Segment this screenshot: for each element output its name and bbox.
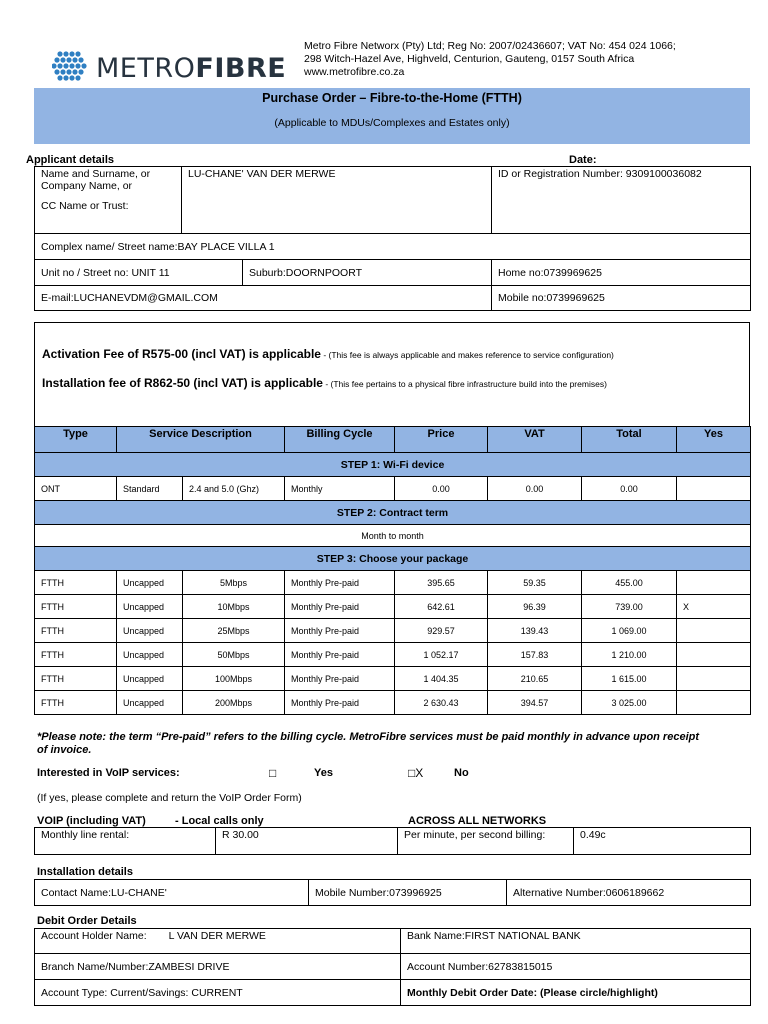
line-rental-value: R 30.00 <box>216 828 398 855</box>
installation-heading: Installation details <box>37 866 133 878</box>
per-minute-value: 0.49c <box>574 828 751 855</box>
metrofibre-logo <box>52 48 286 88</box>
logo-wordmark: METROFIBRE <box>96 52 287 84</box>
voip-yes-label: Yes <box>314 767 333 779</box>
table-row: FTTH Uncapped 50Mbps Monthly Pre-paid 1 052.17 157.83 1 210.00 <box>35 643 751 667</box>
per-minute-label: Per minute, per second billing: <box>398 828 574 855</box>
branch-cell[interactable]: Branch Name/Number:ZAMBESI DRIVE <box>35 954 401 980</box>
contact-name-cell[interactable]: Contact Name:LU-CHANE' <box>35 880 309 906</box>
name-value-cell[interactable]: LU-CHANE' VAN DER MERWE <box>182 167 492 234</box>
table-row: ONT Standard 2.4 and 5.0 (Ghz) Monthly 0.00 0.00 0.00 <box>35 477 751 501</box>
form-subtitle: (Applicable to MDUs/Complexes and Estates only) <box>274 117 510 129</box>
debit-order-heading: Debit Order Details <box>37 915 137 927</box>
services-table <box>34 426 751 715</box>
unit-number-cell[interactable]: Unit no / Street no: UNIT 11 <box>35 260 243 286</box>
account-number-cell[interactable]: Account Number:62783815015 <box>401 954 751 980</box>
yes-checkbox-cell[interactable] <box>677 619 751 643</box>
activation-fee: Activation Fee of R575-00 (incl VAT) is applicable - (This fee is always applicable and makes reference to service configuration) <box>42 347 614 361</box>
company-info <box>304 40 676 79</box>
yes-checkbox-cell[interactable] <box>677 571 751 595</box>
col-type: Type <box>35 427 117 453</box>
voip-no-label: No <box>454 767 469 779</box>
company-line-2: 298 Witch-Hazel Ave, Highveld, Centurion, Gauteng, 0157 South Africa <box>304 53 635 65</box>
voip-no-checkbox[interactable]: □X <box>408 766 424 780</box>
bank-name-cell[interactable]: Bank Name:FIRST NATIONAL BANK <box>401 929 751 954</box>
voip-interest-label: Interested in VoIP services: <box>37 767 180 779</box>
col-vat: VAT <box>488 427 582 453</box>
voip-local-label: - Local calls only <box>175 815 264 827</box>
step-3-heading: STEP 3: Choose your package <box>35 547 751 571</box>
account-type-cell[interactable]: Account Type: Current/Savings: CURRENT <box>35 980 401 1006</box>
install-mobile-cell[interactable]: Mobile Number:073996925 <box>309 880 507 906</box>
col-service-description: Service Description <box>117 427 285 453</box>
title-banner <box>34 88 750 144</box>
applicant-details-heading: Applicant details <box>26 154 115 166</box>
step-2-heading: STEP 2: Contract term <box>35 501 751 525</box>
yes-checkbox-cell[interactable] <box>677 691 751 715</box>
col-price: Price <box>395 427 488 453</box>
company-line-1: Metro Fibre Networx (Pty) Ltd; Reg No: 2007/02436607; VAT No: 454 024 1066; <box>304 40 676 52</box>
contract-term-value: Month to month <box>35 525 751 547</box>
col-total: Total <box>582 427 677 453</box>
yes-checkbox-cell[interactable] <box>677 477 751 501</box>
yes-checkbox-cell[interactable] <box>677 643 751 667</box>
prepaid-note: *Please note: the term “Pre-paid” refers to the billing cycle. MetroFibre services must be paid monthly in advance upon receipt of invoice. <box>37 731 700 756</box>
voip-title: VOIP (including VAT) <box>37 815 146 827</box>
account-holder-cell[interactable]: Account Holder Name: L VAN DER MERWE <box>35 929 401 954</box>
installation-fee: Installation fee of R862-50 (incl VAT) is applicable - (This fee pertains to a physical fibre infrastructure build into the premises) <box>42 376 607 390</box>
applicant-table <box>34 166 751 311</box>
table-row: FTTH Uncapped 200Mbps Monthly Pre-paid 2 630.43 394.57 3 025.00 <box>35 691 751 715</box>
table-row: FTTH Uncapped 5Mbps Monthly Pre-paid 395.65 59.35 455.00 <box>35 571 751 595</box>
alternative-number-cell[interactable]: Alternative Number:0606189662 <box>507 880 751 906</box>
debit-order-table <box>34 928 751 1006</box>
fees-box <box>34 322 750 426</box>
hexagon-dots-icon <box>52 50 92 86</box>
table-row: FTTH Uncapped 25Mbps Monthly Pre-paid 929.57 139.43 1 069.00 <box>35 619 751 643</box>
email-cell[interactable]: E-mail:LUCHANEVDM@GMAIL.COM <box>35 286 492 311</box>
line-rental-label: Monthly line rental: <box>35 828 216 855</box>
company-website: www.metrofibre.co.za <box>304 66 405 78</box>
name-label-cell: Name and Surname, or Company Name, or CC Name or Trust: <box>35 167 182 234</box>
yes-checkbox-cell[interactable] <box>677 667 751 691</box>
voip-across-label: ACROSS ALL NETWORKS <box>408 815 547 827</box>
voip-yes-checkbox[interactable]: □ <box>269 766 277 780</box>
voip-table <box>34 827 751 855</box>
form-title: Purchase Order – Fibre-to-the-Home (FTTH) <box>262 91 522 105</box>
col-yes: Yes <box>677 427 751 453</box>
complex-name-cell[interactable]: Complex name/ Street name:BAY PLACE VILLA 1 <box>35 234 751 260</box>
yes-checkbox-cell[interactable]: X <box>677 595 751 619</box>
step-1-heading: STEP 1: Wi-Fi device <box>35 453 751 477</box>
debit-date-cell[interactable]: Monthly Debit Order Date: (Please circle/highlight) <box>401 980 751 1006</box>
home-number-cell[interactable]: Home no:0739969625 <box>492 260 751 286</box>
voip-instruction: (If yes, please complete and return the VoIP Order Form) <box>37 792 302 804</box>
table-row: FTTH Uncapped 100Mbps Monthly Pre-paid 1 404.35 210.65 1 615.00 <box>35 667 751 691</box>
installation-table <box>34 879 751 906</box>
id-number-cell[interactable]: ID or Registration Number: 9309100036082 <box>492 167 751 234</box>
table-row: FTTH Uncapped 10Mbps Monthly Pre-paid 642.61 96.39 739.00 X <box>35 595 751 619</box>
mobile-number-cell[interactable]: Mobile no:0739969625 <box>492 286 751 311</box>
date-label: Date: <box>569 154 597 166</box>
suburb-cell[interactable]: Suburb:DOORNPOORT <box>243 260 492 286</box>
services-header-row <box>35 427 751 453</box>
col-billing-cycle: Billing Cycle <box>285 427 395 453</box>
